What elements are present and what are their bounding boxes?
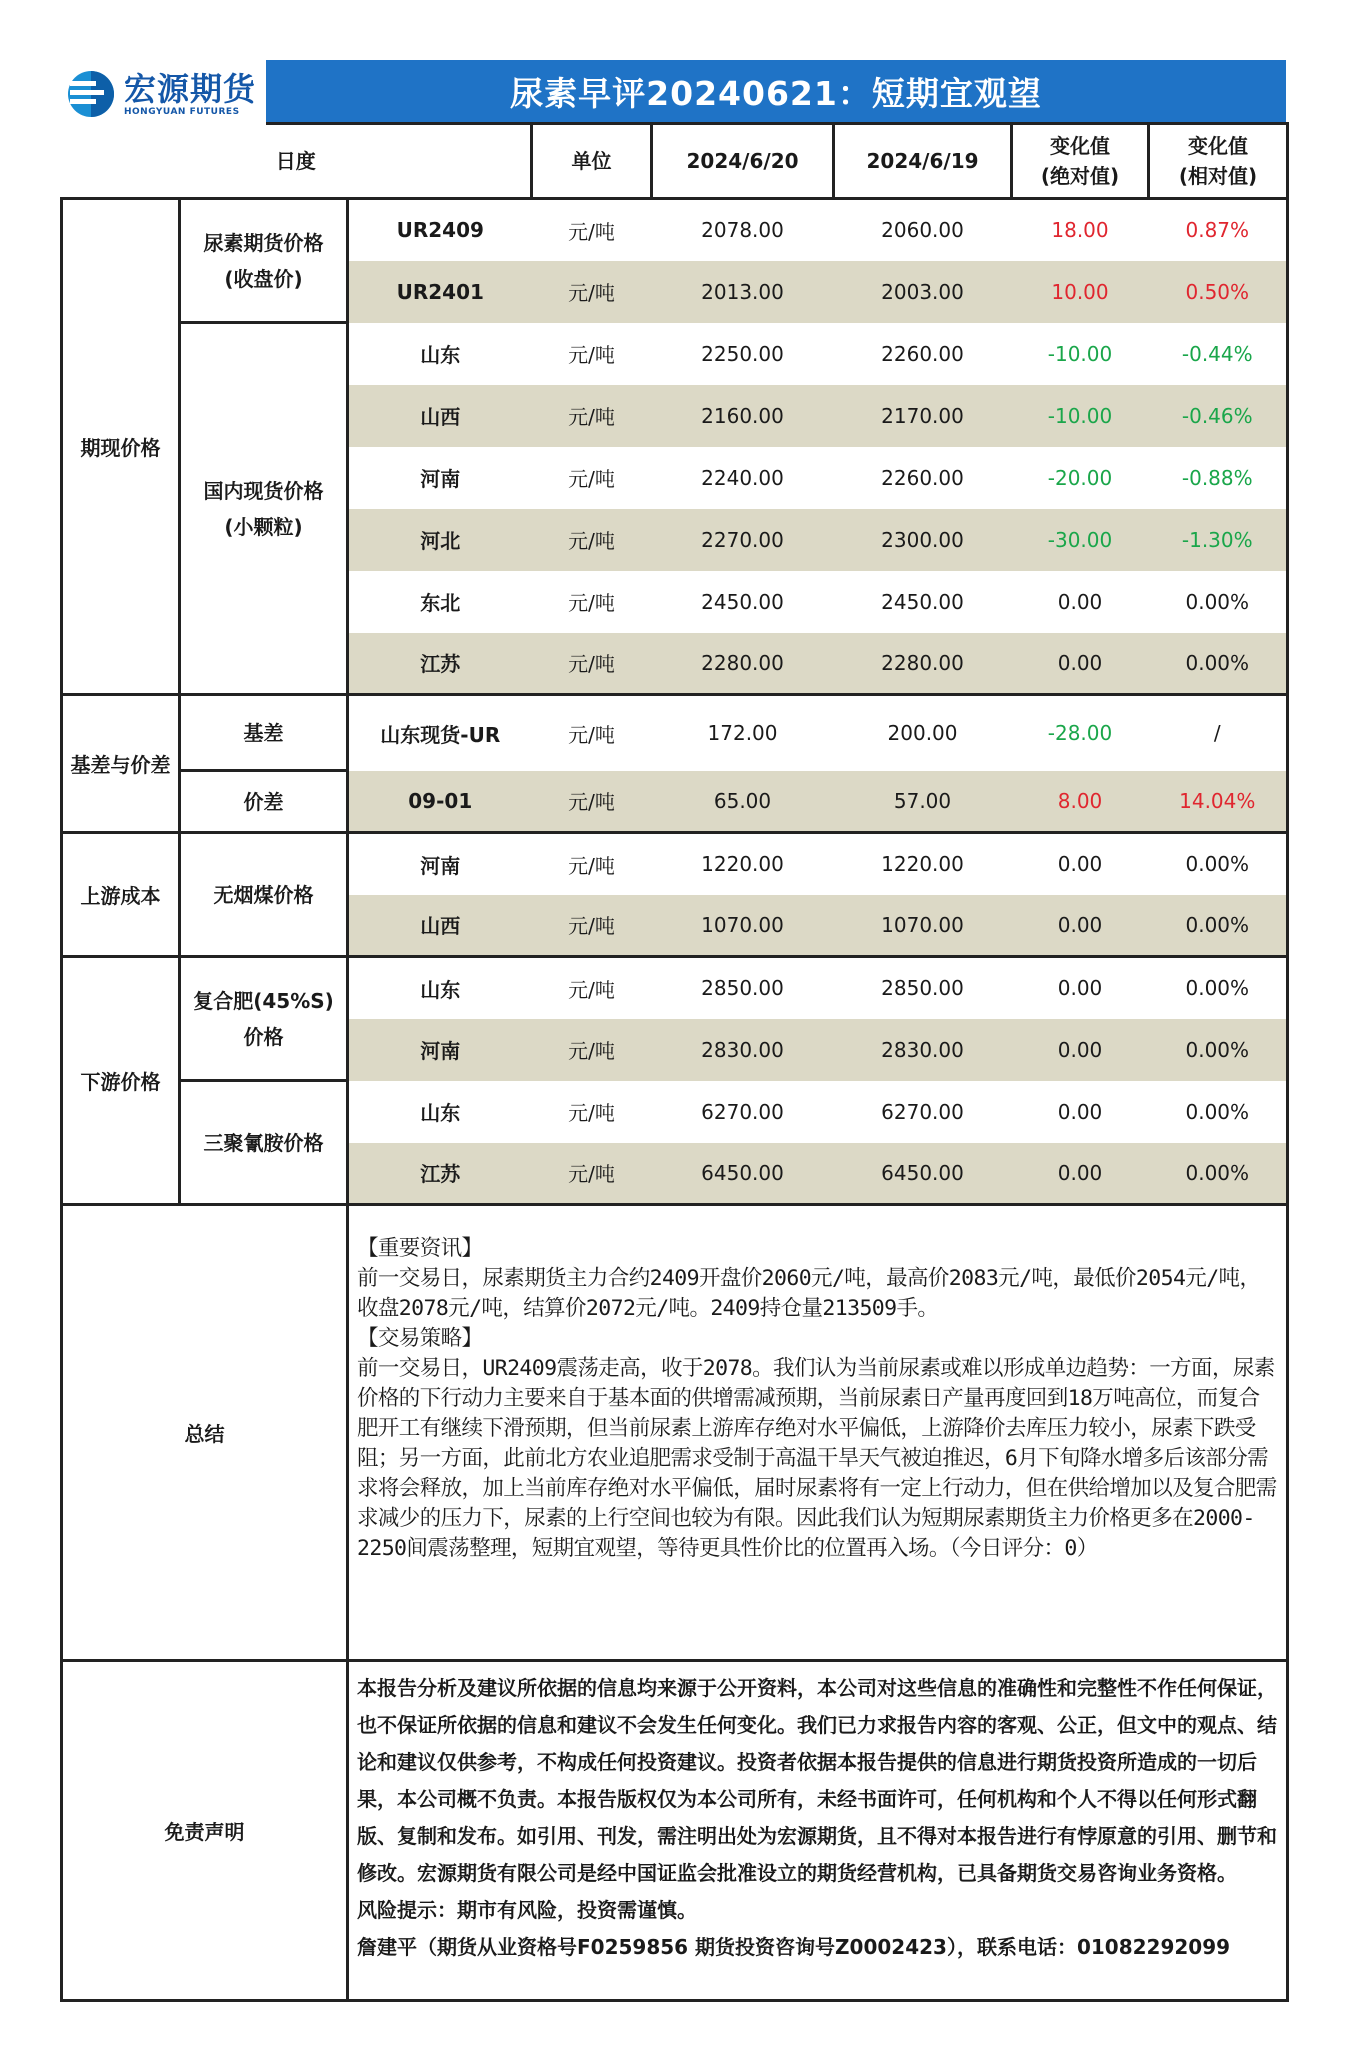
report-sheet bbox=[60, 60, 1286, 2002]
value-d1-cell: 2078.00 bbox=[652, 199, 834, 261]
unit-cell: 元/吨 bbox=[532, 1081, 652, 1143]
col-header-unit: 单位 bbox=[532, 124, 652, 199]
rel-change-cell: 0.00% bbox=[1149, 633, 1288, 695]
value-d1-cell: 1220.00 bbox=[652, 833, 834, 895]
subcat-domestic-spot bbox=[180, 323, 348, 695]
value-d1-cell: 172.00 bbox=[652, 695, 834, 771]
value-d2-cell: 2450.00 bbox=[834, 571, 1012, 633]
disclaimer-body: 本报告分析及建议所依据的信息均来源于公开资料，本公司对这些信息的准确性和完整性不作任何保证，也不保证所依据的信息和建议不会发生任何变化。我们已力求报告内容的客观、公正，但文中的观点、结论和建议仅供参考，不构成任何投资建议。投资者依据本报告提供的信息进行期货投资所造成的一切后果，本公司概不负责。本报告版权仅为本公司所有，未经书面许可，任何机构和个人不得以任何形式翻版、复制和发布。如引用、刊发，需注明出处为宏源期货，且不得对本报告进行有悖原意的引用、删节和修改。宏源期货有限公司是经中国证监会批准设立的期货经营机构，已具备期货交易咨询业务资格。 bbox=[357, 1676, 1277, 1885]
value-d2-cell: 1220.00 bbox=[834, 833, 1012, 895]
abs-change-cell: -10.00 bbox=[1012, 385, 1149, 447]
summary-strategy-text: 前一交易日，UR2409震荡走高，收于2078。我们认为当前尿素或难以形成单边趋势：一方面，尿素价格的下行动力主要来自于基本面的供增需减预期，当前尿素日产量再度回到18万吨高位，而复合肥开工有继续下滑预期，但当前尿素上游库存绝对水平偏低，上游降价去库压力较小，尿素下跌受阻；另一方面，此前北方农业追肥需求受制于高温干旱天气被迫推迟，6月下旬降水增多后该部分需求将会释放，加上当前库存绝对水平偏低，届时尿素将有一定上行动力，但在供给增加以及复合肥需求减少的压力下，尿素的上行空间也较为有限。因此我们认为短期尿素期货主力价格更多在2000-2250间震荡整理，短期宜观望，等待更具性价比的位置再入场。（今日评分：0） bbox=[357, 1356, 1277, 1561]
col-header-abs-line1: 变化值 bbox=[1050, 134, 1111, 158]
table-row bbox=[62, 771, 1288, 833]
item-cell: 河南 bbox=[348, 1019, 532, 1081]
category-spot: 期现价格 bbox=[62, 199, 180, 695]
value-d2-cell: 1070.00 bbox=[834, 895, 1012, 957]
item-cell: 09-01 bbox=[348, 771, 532, 833]
unit-cell: 元/吨 bbox=[532, 695, 652, 771]
summary-heading-news: 【重要资讯】 bbox=[357, 1236, 483, 1261]
abs-change-cell: 0.00 bbox=[1012, 1143, 1149, 1205]
disclaimer-text bbox=[348, 1661, 1288, 2001]
abs-change-cell: 0.00 bbox=[1012, 571, 1149, 633]
subcat-futures-line2: (收盘价) bbox=[224, 266, 303, 291]
value-d1-cell: 6450.00 bbox=[652, 1143, 834, 1205]
logo-text bbox=[124, 71, 256, 117]
subcat-basis: 基差 bbox=[180, 695, 348, 771]
value-d2-cell: 6450.00 bbox=[834, 1143, 1012, 1205]
unit-cell: 元/吨 bbox=[532, 771, 652, 833]
subcat-domestic-line2: (小颗粒) bbox=[224, 514, 303, 539]
rel-change-cell: -0.46% bbox=[1149, 385, 1288, 447]
rel-change-cell: 0.87% bbox=[1149, 199, 1288, 261]
value-d1-cell: 2830.00 bbox=[652, 1019, 834, 1081]
rel-change-cell: 0.50% bbox=[1149, 261, 1288, 323]
abs-change-cell: 8.00 bbox=[1012, 771, 1149, 833]
subcat-compound-fertilizer bbox=[180, 957, 348, 1081]
value-d1-cell: 2160.00 bbox=[652, 385, 834, 447]
abs-change-cell: -28.00 bbox=[1012, 695, 1149, 771]
summary-news-text: 前一交易日，尿素期货主力合约2409开盘价2060元/吨，最高价2083元/吨，最低价2054元/吨，收盘2078元/吨，结算价2072元/吨。2409持仓量213509手。 bbox=[357, 1266, 1261, 1321]
unit-cell: 元/吨 bbox=[532, 895, 652, 957]
value-d1-cell: 2240.00 bbox=[652, 447, 834, 509]
item-cell: 河南 bbox=[348, 447, 532, 509]
unit-cell: 元/吨 bbox=[532, 323, 652, 385]
unit-cell: 元/吨 bbox=[532, 571, 652, 633]
subcat-melamine: 三聚氰胺价格 bbox=[180, 1081, 348, 1205]
summary-label: 总结 bbox=[62, 1205, 348, 1661]
table-row bbox=[62, 199, 1288, 261]
value-d2-cell: 2260.00 bbox=[834, 323, 1012, 385]
value-d2-cell: 2003.00 bbox=[834, 261, 1012, 323]
col-header-abs-line2: (绝对值) bbox=[1040, 164, 1120, 188]
rel-change-cell: -0.44% bbox=[1149, 323, 1288, 385]
value-d1-cell: 65.00 bbox=[652, 771, 834, 833]
unit-cell: 元/吨 bbox=[532, 509, 652, 571]
value-d2-cell: 2260.00 bbox=[834, 447, 1012, 509]
item-cell: 山西 bbox=[348, 895, 532, 957]
abs-change-cell: -10.00 bbox=[1012, 323, 1149, 385]
disclaimer-row bbox=[62, 1661, 1288, 2001]
value-d1-cell: 2013.00 bbox=[652, 261, 834, 323]
rel-change-cell: / bbox=[1149, 695, 1288, 771]
item-cell: 河北 bbox=[348, 509, 532, 571]
unit-cell: 元/吨 bbox=[532, 957, 652, 1019]
logo-name-cn: 宏源期货 bbox=[124, 70, 257, 108]
category-upstream: 上游成本 bbox=[62, 833, 180, 957]
unit-cell: 元/吨 bbox=[532, 1143, 652, 1205]
abs-change-cell: 10.00 bbox=[1012, 261, 1149, 323]
subcat-anthracite: 无烟煤价格 bbox=[180, 833, 348, 957]
unit-cell: 元/吨 bbox=[532, 633, 652, 695]
unit-cell: 元/吨 bbox=[532, 385, 652, 447]
hongyuan-logo-icon bbox=[66, 69, 116, 119]
col-header-abs-change bbox=[1012, 124, 1149, 199]
item-cell: 江苏 bbox=[348, 633, 532, 695]
subcat-compound-line2: 价格 bbox=[243, 1024, 284, 1049]
rel-change-cell: 0.00% bbox=[1149, 957, 1288, 1019]
abs-change-cell: 0.00 bbox=[1012, 1019, 1149, 1081]
table-row bbox=[62, 323, 1288, 385]
risk-warning: 风险提示：期市有风险，投资需谨慎。 bbox=[357, 1898, 697, 1922]
analyst-contact: 詹建平（期货从业资格号F0259856 期货投资咨询号Z0002423），联系电话：01082292099 bbox=[357, 1935, 1231, 1959]
value-d2-cell: 2280.00 bbox=[834, 633, 1012, 695]
rel-change-cell: 0.00% bbox=[1149, 571, 1288, 633]
item-cell: 江苏 bbox=[348, 1143, 532, 1205]
summary-heading-strategy: 【交易策略】 bbox=[357, 1326, 483, 1351]
summary-row bbox=[62, 1205, 1288, 1661]
report-title: 尿素早评20240621：短期宜观望 bbox=[510, 73, 1042, 113]
item-cell: 山东 bbox=[348, 1081, 532, 1143]
table-header-row bbox=[62, 124, 1288, 199]
subcat-futures-line1: 尿素期货价格 bbox=[203, 230, 324, 255]
disclaimer-label: 免责声明 bbox=[62, 1661, 348, 2001]
item-cell: 山东 bbox=[348, 323, 532, 385]
value-d2-cell: 6270.00 bbox=[834, 1081, 1012, 1143]
rel-change-cell: 14.04% bbox=[1149, 771, 1288, 833]
category-basis: 基差与价差 bbox=[62, 695, 180, 833]
subcat-domestic-line1: 国内现货价格 bbox=[203, 478, 324, 503]
item-cell: UR2401 bbox=[348, 261, 532, 323]
rel-change-cell: 0.00% bbox=[1149, 895, 1288, 957]
table-row bbox=[62, 1081, 1288, 1143]
unit-cell: 元/吨 bbox=[532, 1019, 652, 1081]
rel-change-cell: -0.88% bbox=[1149, 447, 1288, 509]
value-d2-cell: 2060.00 bbox=[834, 199, 1012, 261]
unit-cell: 元/吨 bbox=[532, 447, 652, 509]
unit-cell: 元/吨 bbox=[532, 199, 652, 261]
rel-change-cell: 0.00% bbox=[1149, 1019, 1288, 1081]
abs-change-cell: 0.00 bbox=[1012, 1081, 1149, 1143]
value-d1-cell: 2450.00 bbox=[652, 571, 834, 633]
subcat-futures bbox=[180, 199, 348, 323]
category-downstream: 下游价格 bbox=[62, 957, 180, 1205]
item-cell: 山西 bbox=[348, 385, 532, 447]
rel-change-cell: 0.00% bbox=[1149, 1143, 1288, 1205]
value-d1-cell: 2280.00 bbox=[652, 633, 834, 695]
rel-change-cell: -1.30% bbox=[1149, 509, 1288, 571]
value-d2-cell: 2850.00 bbox=[834, 957, 1012, 1019]
col-header-d2: 2024/6/19 bbox=[834, 124, 1012, 199]
unit-cell: 元/吨 bbox=[532, 833, 652, 895]
item-cell: UR2409 bbox=[348, 199, 532, 261]
col-header-rel-line1: 变化值 bbox=[1188, 134, 1249, 158]
report-header bbox=[60, 60, 1286, 122]
table-row bbox=[62, 695, 1288, 771]
subcat-compound-line1: 复合肥(45%S) bbox=[193, 988, 334, 1013]
item-cell: 山东现货-UR bbox=[348, 695, 532, 771]
rel-change-cell: 0.00% bbox=[1149, 833, 1288, 895]
value-d1-cell: 6270.00 bbox=[652, 1081, 834, 1143]
col-header-rel-line2: (相对值) bbox=[1178, 164, 1258, 188]
rel-change-cell: 0.00% bbox=[1149, 1081, 1288, 1143]
table-row bbox=[62, 957, 1288, 1019]
value-d1-cell: 1070.00 bbox=[652, 895, 834, 957]
abs-change-cell: 0.00 bbox=[1012, 633, 1149, 695]
value-d2-cell: 2170.00 bbox=[834, 385, 1012, 447]
subcat-spread: 价差 bbox=[180, 771, 348, 833]
abs-change-cell: 18.00 bbox=[1012, 199, 1149, 261]
value-d2-cell: 200.00 bbox=[834, 695, 1012, 771]
item-cell: 山东 bbox=[348, 957, 532, 1019]
value-d2-cell: 57.00 bbox=[834, 771, 1012, 833]
abs-change-cell: 0.00 bbox=[1012, 957, 1149, 1019]
value-d1-cell: 2270.00 bbox=[652, 509, 834, 571]
value-d1-cell: 2250.00 bbox=[652, 323, 834, 385]
report-title-bar bbox=[266, 60, 1286, 122]
value-d1-cell: 2850.00 bbox=[652, 957, 834, 1019]
col-header-date: 日度 bbox=[62, 124, 532, 199]
item-cell: 河南 bbox=[348, 833, 532, 895]
col-header-rel-change bbox=[1149, 124, 1288, 199]
summary-text bbox=[348, 1205, 1288, 1661]
unit-cell: 元/吨 bbox=[532, 261, 652, 323]
company-logo bbox=[60, 60, 266, 128]
abs-change-cell: 0.00 bbox=[1012, 833, 1149, 895]
col-header-d1: 2024/6/20 bbox=[652, 124, 834, 199]
item-cell: 东北 bbox=[348, 571, 532, 633]
price-table bbox=[60, 122, 1289, 2002]
abs-change-cell: -20.00 bbox=[1012, 447, 1149, 509]
value-d2-cell: 2830.00 bbox=[834, 1019, 1012, 1081]
abs-change-cell: 0.00 bbox=[1012, 895, 1149, 957]
value-d2-cell: 2300.00 bbox=[834, 509, 1012, 571]
table-row bbox=[62, 833, 1288, 895]
abs-change-cell: -30.00 bbox=[1012, 509, 1149, 571]
logo-name-en: HONGYUAN FUTURES bbox=[124, 107, 240, 117]
